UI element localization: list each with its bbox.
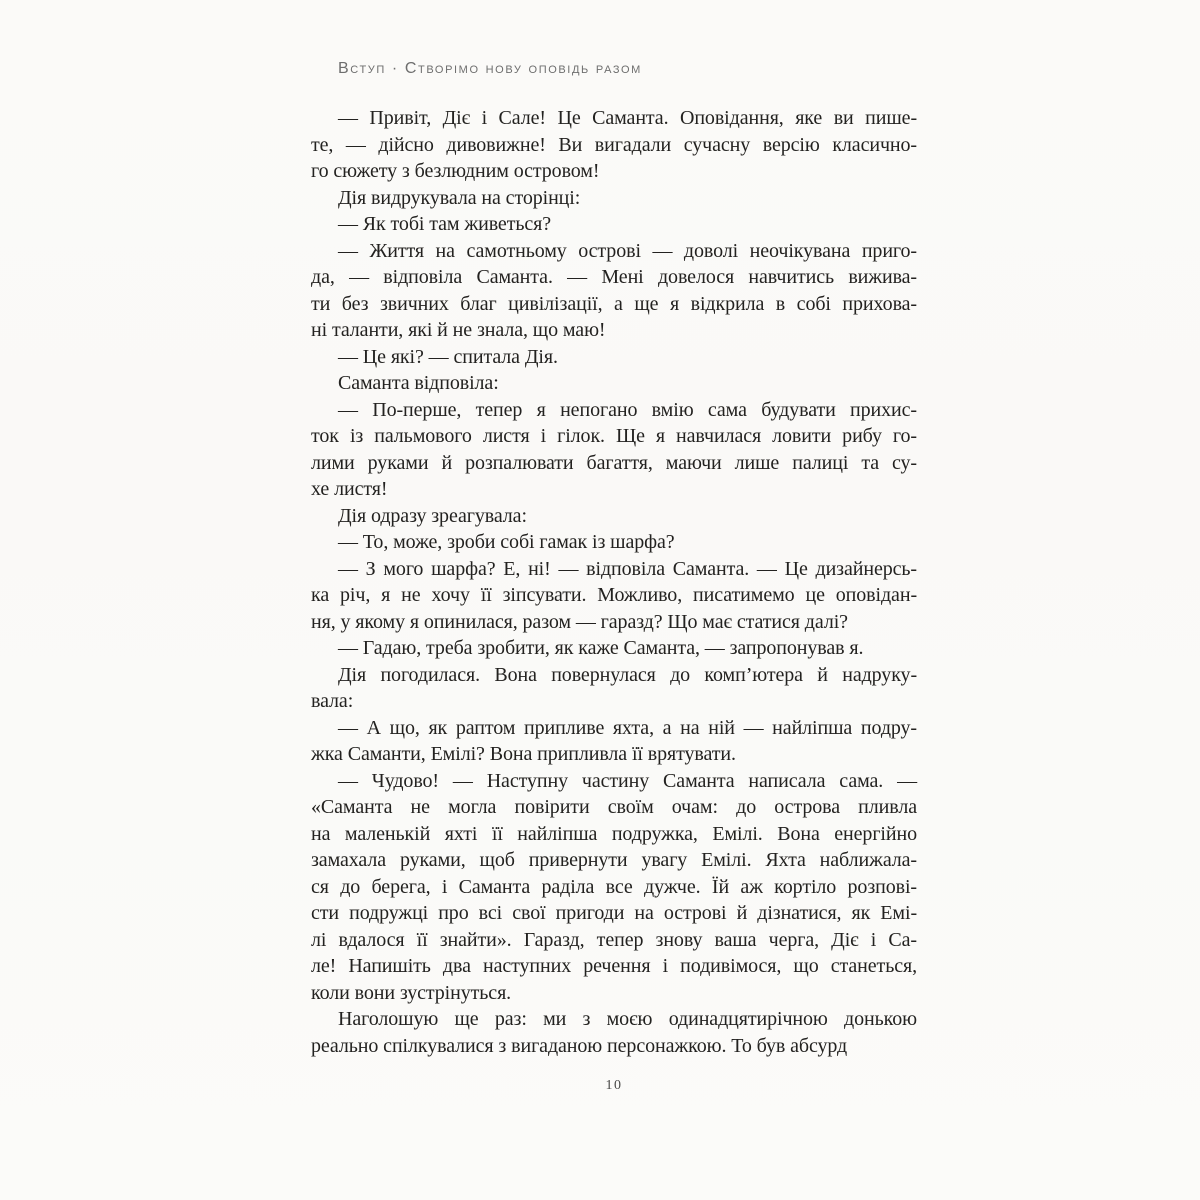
text-line: — Це які? — спитала Дія. (338, 345, 558, 368)
paragraph (311, 344, 917, 371)
paragraph (311, 503, 917, 530)
paragraph (311, 635, 917, 662)
text-line: те, — дійсно дивовижне! Ви вигадали сучасну версію класично- (311, 133, 917, 156)
text-line: Дія одразу зреагувала: (338, 504, 527, 527)
text-line: Наголошую ще раз: ми з моєю одинадцятирічною донькою (338, 1008, 917, 1030)
paragraph (311, 211, 917, 238)
paragraph (311, 185, 917, 212)
text-line: «Саманта не могла повірити своїм очам: до острова пливла (311, 796, 917, 818)
text-line: Дія видрукувала на сторінці: (338, 186, 581, 209)
text-line: — А що, як раптом припливе яхта, а на ній — найліпша подру- (338, 716, 917, 739)
text-line: — Життя на самотньому острові — доволі неочікувана приго- (338, 239, 917, 262)
text-line: ле! Напишіть два наступних речення і подивімося, що станеться, (311, 955, 917, 977)
text-line: Саманта відповіла: (338, 372, 499, 394)
text-line: вала: (311, 690, 354, 712)
text-line: ня, у якому я опинилася, разом — гаразд? Що має статися далі? (311, 610, 848, 633)
text-line: — То, може, зроби собі гамак із шарфа? (338, 531, 675, 553)
text-line: сти подружці про всі свої пригоди на острові й дізнатися, як Емі- (311, 902, 917, 924)
text-line: — З мого шарфа? Е, ні! — відповіла Саманта. — Це дизайнерсь- (338, 557, 917, 580)
text-line: лими руками й розпалювати багаття, маючи лише палиці та су- (311, 451, 917, 474)
text-line: на маленькій яхті її найліпша подружка, Емілі. Вона енергійно (311, 822, 917, 845)
page-number: 10 (605, 1078, 623, 1093)
text-line: хе листя! (311, 478, 388, 500)
text-line: жка Саманти, Емілі? Вона припливла її врятувати. (311, 743, 736, 765)
paragraph (311, 662, 917, 715)
text-line: ся до берега, і Саманта раділа все дужче. Їй аж кортіло розпові- (311, 875, 917, 898)
text-line: — Гадаю, треба зробити, як каже Саманта, — запропонував я. (338, 637, 864, 659)
paragraph (311, 556, 917, 636)
paragraph (311, 529, 917, 556)
text-line: — По-перше, тепер я непогано вмію сама будувати прихис- (338, 398, 917, 421)
paragraph (311, 397, 917, 503)
paragraph (311, 238, 917, 344)
text-line: коли вони зустрінуться. (311, 981, 512, 1004)
running-header: Вступ · Створімо нову оповідь разом (338, 60, 642, 77)
text-line: — Як тобі там живеться? (338, 213, 552, 235)
text-line: ка річ, я не хочу її зіпсувати. Можливо, писатимемо це оповідан- (311, 584, 917, 606)
text-line: замахала руками, щоб привернути увагу Емілі. Яхта наближала- (311, 849, 917, 871)
text-line: ток із пальмового листя і гілок. Ще я навчилася ловити рибу го- (311, 425, 917, 447)
paragraph (311, 1006, 917, 1059)
text-line: го сюжету з безлюдним островом! (311, 160, 600, 182)
text-line: ти без звичних благ цивілізації, а ще я відкрила в собі прихова- (311, 292, 917, 315)
text-line: Дія погодилася. Вона повернулася до комп’ютера й надруку- (338, 663, 917, 686)
text-line: ні таланти, які й не знала, що маю! (311, 319, 606, 341)
text-line: да, — відповіла Саманта. — Мені довелося навчитись вижива- (311, 266, 917, 288)
text-line: реально спілкувалися з вигаданою персонажкою. То був абсурд (311, 1034, 848, 1057)
paragraph (311, 370, 917, 397)
text-line: — Чудово! — Наступну частину Саманта написала сама. — (338, 769, 917, 792)
paragraph (311, 105, 917, 185)
paragraph (311, 768, 917, 1007)
text-line: лі вдалося її знайти». Гаразд, тепер знову ваша черга, Діє і Са- (311, 928, 917, 951)
body-text (311, 105, 917, 1059)
paragraph (311, 715, 917, 768)
text-line: — Привіт, Діє і Сале! Це Саманта. Оповідання, яке ви пише- (338, 107, 917, 129)
